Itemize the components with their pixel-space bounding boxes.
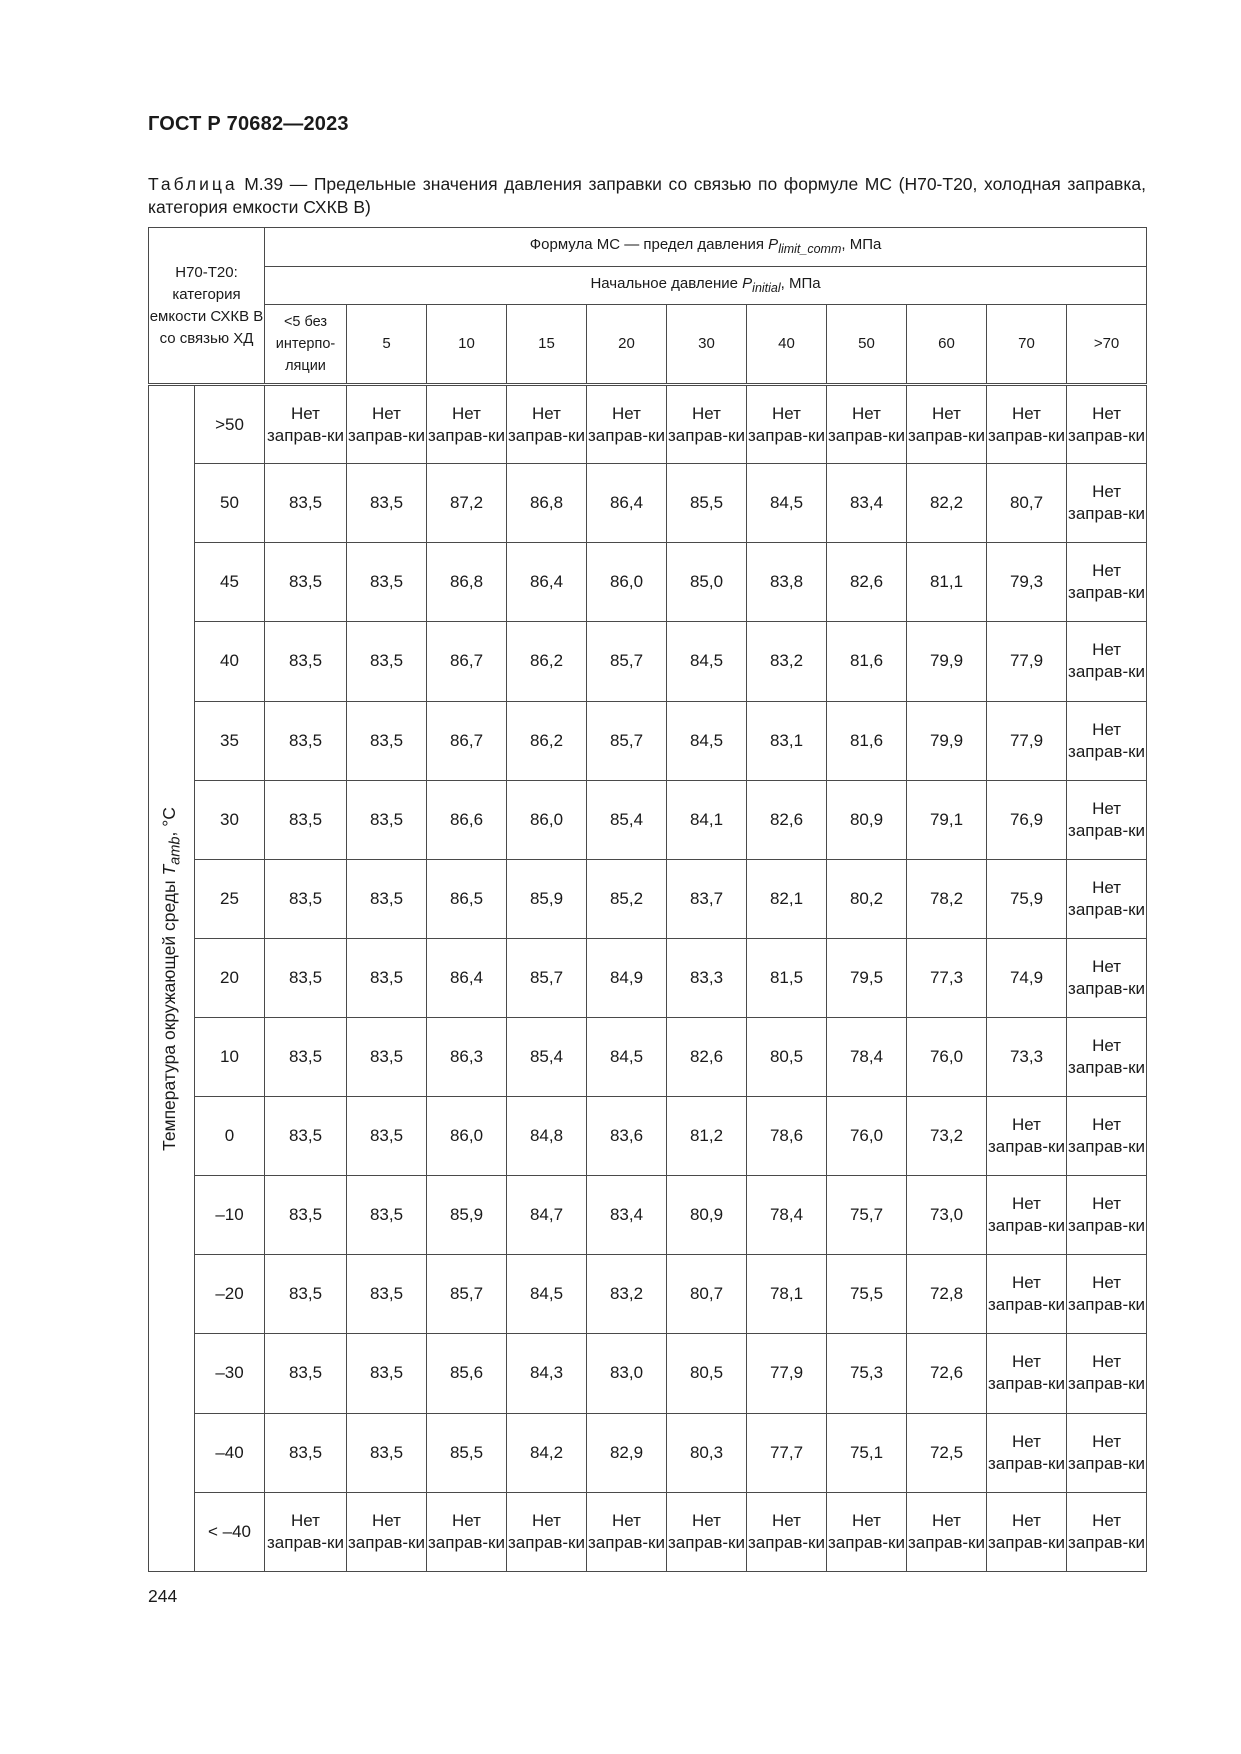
temperature-cell: 35 <box>195 701 265 780</box>
pressure-limit-cell: Нет заправ-ки <box>827 1492 907 1571</box>
pressure-limit-cell: 80,5 <box>747 1017 827 1096</box>
table-row <box>149 464 1147 543</box>
temperature-cell: 20 <box>195 938 265 1017</box>
pressure-limit-cell: 77,3 <box>907 938 987 1017</box>
pressure-limit-cell: Нет заправ-ки <box>1067 1176 1147 1255</box>
pressure-limit-cell: 83,5 <box>347 1413 427 1492</box>
pressure-limit-cell: 83,5 <box>347 543 427 622</box>
pressure-limit-cell: 85,2 <box>587 859 667 938</box>
pressure-limit-cell: 84,5 <box>587 1017 667 1096</box>
pressure-limit-cell: 83,5 <box>347 1017 427 1096</box>
pressure-limit-cell: 84,7 <box>507 1176 587 1255</box>
pressure-limit-cell: 83,5 <box>265 701 347 780</box>
table-row <box>149 701 1147 780</box>
pressure-limit-cell: Нет заправ-ки <box>987 385 1067 464</box>
pressure-limit-cell: 83,2 <box>587 1255 667 1334</box>
pressure-limit-cell: 83,5 <box>347 1097 427 1176</box>
pressure-limit-cell: 83,8 <box>747 543 827 622</box>
temperature-cell: –40 <box>195 1413 265 1492</box>
temperature-cell: –10 <box>195 1176 265 1255</box>
pressure-limit-table <box>148 227 1147 1572</box>
temperature-cell: 40 <box>195 622 265 701</box>
pressure-column-header: 20 <box>587 305 667 385</box>
pressure-limit-cell: Нет заправ-ки <box>667 385 747 464</box>
pressure-limit-cell: 83,5 <box>265 938 347 1017</box>
pressure-limit-cell: 83,5 <box>265 543 347 622</box>
temperature-cell: < –40 <box>195 1492 265 1571</box>
initial-pressure-header-cell <box>265 266 1147 305</box>
pressure-limit-cell: 85,9 <box>507 859 587 938</box>
ambient-temperature-axis-label <box>157 807 186 1151</box>
table-row <box>149 1097 1147 1176</box>
pressure-limit-cell: 83,1 <box>747 701 827 780</box>
temperature-cell: 50 <box>195 464 265 543</box>
table-row <box>149 1492 1147 1571</box>
pressure-limit-cell: Нет заправ-ки <box>265 385 347 464</box>
pressure-limit-cell: Нет заправ-ки <box>427 385 507 464</box>
pressure-limit-cell: 82,6 <box>747 780 827 859</box>
pressure-limit-cell: 84,5 <box>507 1255 587 1334</box>
pressure-limit-cell: 81,6 <box>827 701 907 780</box>
pressure-limit-cell: 79,5 <box>827 938 907 1017</box>
pressure-limit-cell: 76,0 <box>827 1097 907 1176</box>
pressure-limit-cell: 86,0 <box>587 543 667 622</box>
pressure-limit-cell: 84,3 <box>507 1334 587 1413</box>
initial-label-subscript: initial <box>752 280 781 295</box>
pressure-limit-cell: 83,5 <box>347 464 427 543</box>
pressure-limit-cell: 86,2 <box>507 701 587 780</box>
side-label-symbol: T <box>158 864 179 876</box>
table-row <box>149 1334 1147 1413</box>
pressure-limit-cell: Нет заправ-ки <box>1067 859 1147 938</box>
pressure-limit-cell: 83,5 <box>347 1334 427 1413</box>
pressure-limit-cell: Нет заправ-ки <box>827 385 907 464</box>
pressure-limit-cell: 83,6 <box>587 1097 667 1176</box>
pressure-limit-cell: 81,1 <box>907 543 987 622</box>
initial-label-symbol: P <box>742 274 753 292</box>
pressure-column-header: 70 <box>987 305 1067 385</box>
pressure-limit-cell: Нет заправ-ки <box>987 1176 1067 1255</box>
pressure-limit-cell: 86,8 <box>507 464 587 543</box>
pressure-limit-cell: 77,9 <box>987 622 1067 701</box>
temperature-cell: –30 <box>195 1334 265 1413</box>
pressure-limit-cell: 85,4 <box>507 1017 587 1096</box>
pressure-limit-cell: Нет заправ-ки <box>907 385 987 464</box>
caption-table-word: Таблица <box>148 174 238 194</box>
caption-text: М.39 — Предельные значения давления заправки со связью по формуле МС (Н70-Т20, холодная заправка, категория емкости СХКВ В) <box>148 174 1146 217</box>
pressure-limit-cell: 78,4 <box>747 1176 827 1255</box>
pressure-limit-cell: 85,7 <box>507 938 587 1017</box>
pressure-limit-cell: 80,2 <box>827 859 907 938</box>
pressure-limit-cell: 84,5 <box>667 622 747 701</box>
corner-label: Н70-Т20: категория емкости СХКВ В со связью ХД <box>149 263 264 347</box>
pressure-limit-cell: 85,7 <box>427 1255 507 1334</box>
pressure-column-header: 60 <box>907 305 987 385</box>
pressure-limit-cell: 85,5 <box>427 1413 507 1492</box>
pressure-limit-cell: 83,5 <box>347 780 427 859</box>
pressure-limit-cell: Нет заправ-ки <box>347 1492 427 1571</box>
pressure-limit-cell: 75,5 <box>827 1255 907 1334</box>
pressure-limit-cell: 73,2 <box>907 1097 987 1176</box>
formula-label-subscript: limit_comm <box>778 241 842 256</box>
pressure-limit-cell: 83,5 <box>265 859 347 938</box>
pressure-limit-cell: 83,5 <box>265 1176 347 1255</box>
pressure-limit-cell: 82,1 <box>747 859 827 938</box>
pressure-limit-cell: 72,5 <box>907 1413 987 1492</box>
pressure-limit-cell: 83,5 <box>265 622 347 701</box>
pressure-limit-cell: 84,2 <box>507 1413 587 1492</box>
pressure-limit-cell: 83,0 <box>587 1334 667 1413</box>
pressure-limit-cell: 83,5 <box>347 938 427 1017</box>
pressure-limit-cell: Нет заправ-ки <box>667 1492 747 1571</box>
pressure-column-header: 15 <box>507 305 587 385</box>
pressure-limit-cell: 80,9 <box>827 780 907 859</box>
pressure-limit-cell: Нет заправ-ки <box>987 1255 1067 1334</box>
pressure-limit-cell: 86,3 <box>427 1017 507 1096</box>
pressure-limit-cell: 86,0 <box>507 780 587 859</box>
pressure-limit-cell: Нет заправ-ки <box>507 385 587 464</box>
pressure-limit-cell: 83,2 <box>747 622 827 701</box>
pressure-limit-cell: 78,1 <box>747 1255 827 1334</box>
pressure-limit-cell: 80,9 <box>667 1176 747 1255</box>
pressure-column-header: 40 <box>747 305 827 385</box>
table-row <box>149 780 1147 859</box>
pressure-limit-cell: 79,9 <box>907 701 987 780</box>
pressure-limit-cell: 78,6 <box>747 1097 827 1176</box>
pressure-limit-cell: 77,9 <box>747 1334 827 1413</box>
table-row <box>149 859 1147 938</box>
pressure-limit-cell: 84,5 <box>667 701 747 780</box>
pressure-limit-cell: 85,9 <box>427 1176 507 1255</box>
pressure-limit-cell: 83,5 <box>265 464 347 543</box>
pressure-limit-cell: 80,3 <box>667 1413 747 1492</box>
pressure-limit-cell: Нет заправ-ки <box>1067 780 1147 859</box>
pressure-limit-cell: 83,5 <box>347 1176 427 1255</box>
pressure-limit-cell: Нет заправ-ки <box>1067 1492 1147 1571</box>
pressure-limit-cell: 83,5 <box>265 1413 347 1492</box>
temperature-cell: >50 <box>195 385 265 464</box>
initial-label-pre: Начальное давление <box>590 274 743 292</box>
pressure-limit-cell: 83,5 <box>265 1334 347 1413</box>
pressure-limit-cell: Нет заправ-ки <box>987 1334 1067 1413</box>
pressure-limit-cell: Нет заправ-ки <box>1067 622 1147 701</box>
pressure-limit-cell: 85,4 <box>587 780 667 859</box>
table-caption <box>148 173 1146 219</box>
pressure-limit-cell: 86,6 <box>427 780 507 859</box>
pressure-limit-cell: 83,5 <box>265 780 347 859</box>
pressure-limit-cell: 84,8 <box>507 1097 587 1176</box>
pressure-limit-cell: Нет заправ-ки <box>347 385 427 464</box>
pressure-limit-cell: 86,5 <box>427 859 507 938</box>
pressure-limit-cell: 83,4 <box>827 464 907 543</box>
corner-header-cell <box>149 228 265 385</box>
pressure-limit-cell: 80,5 <box>667 1334 747 1413</box>
side-label-post: , °C <box>158 806 179 837</box>
table-row <box>149 543 1147 622</box>
formula-label-symbol: P <box>768 235 779 253</box>
pressure-limit-cell: Нет заправ-ки <box>1067 1017 1147 1096</box>
pressure-limit-cell: 82,9 <box>587 1413 667 1492</box>
table-row <box>149 385 1147 464</box>
temperature-cell: 10 <box>195 1017 265 1096</box>
pressure-limit-cell: Нет заправ-ки <box>987 1097 1067 1176</box>
pressure-limit-cell: Нет заправ-ки <box>587 1492 667 1571</box>
pressure-limit-cell: 86,7 <box>427 622 507 701</box>
temperature-cell: 25 <box>195 859 265 938</box>
pressure-limit-cell: 86,0 <box>427 1097 507 1176</box>
pressure-limit-cell: 73,3 <box>987 1017 1067 1096</box>
pressure-limit-cell: 84,9 <box>587 938 667 1017</box>
pressure-limit-cell: 83,5 <box>347 622 427 701</box>
pressure-limit-cell: 81,2 <box>667 1097 747 1176</box>
pressure-limit-cell: 83,5 <box>347 859 427 938</box>
table-row <box>149 622 1147 701</box>
pressure-limit-cell: Нет заправ-ки <box>265 1492 347 1571</box>
pressure-column-header: >70 <box>1067 305 1147 385</box>
pressure-limit-cell: 80,7 <box>987 464 1067 543</box>
side-label-subscript: amb <box>166 836 183 865</box>
pressure-column-header: 10 <box>427 305 507 385</box>
pressure-limit-cell: 73,0 <box>907 1176 987 1255</box>
document-id-header: ГОСТ Р 70682—2023 <box>148 113 349 135</box>
pressure-limit-cell: 82,2 <box>907 464 987 543</box>
pressure-limit-cell: 85,7 <box>587 701 667 780</box>
temperature-cell: 0 <box>195 1097 265 1176</box>
temperature-cell: 30 <box>195 780 265 859</box>
table-row <box>149 1413 1147 1492</box>
side-label-pre: Температура окружающей среды <box>158 875 179 1151</box>
pressure-column-header: 5 <box>347 305 427 385</box>
pressure-limit-cell: 86,8 <box>427 543 507 622</box>
pressure-limit-cell: Нет заправ-ки <box>1067 543 1147 622</box>
pressure-limit-cell: 86,7 <box>427 701 507 780</box>
pressure-limit-cell: 86,4 <box>507 543 587 622</box>
pressure-limit-cell: 86,4 <box>427 938 507 1017</box>
pressure-limit-cell: 72,6 <box>907 1334 987 1413</box>
pressure-limit-cell: 85,5 <box>667 464 747 543</box>
pressure-limit-cell: Нет заправ-ки <box>1067 938 1147 1017</box>
pressure-limit-cell: Нет заправ-ки <box>747 385 827 464</box>
pressure-limit-cell: 83,5 <box>265 1255 347 1334</box>
temperature-cell: –20 <box>195 1255 265 1334</box>
pressure-limit-cell: 83,5 <box>265 1097 347 1176</box>
pressure-limit-cell: 72,8 <box>907 1255 987 1334</box>
pressure-limit-cell: Нет заправ-ки <box>1067 464 1147 543</box>
pressure-limit-cell: 75,7 <box>827 1176 907 1255</box>
pressure-limit-cell: 75,3 <box>827 1334 907 1413</box>
pressure-limit-cell: Нет заправ-ки <box>507 1492 587 1571</box>
pressure-limit-cell: 77,9 <box>987 701 1067 780</box>
pressure-limit-cell: 86,2 <box>507 622 587 701</box>
pressure-limit-cell: Нет заправ-ки <box>987 1413 1067 1492</box>
pressure-limit-cell: 77,7 <box>747 1413 827 1492</box>
pressure-limit-cell: 79,1 <box>907 780 987 859</box>
pressure-limit-cell: 74,9 <box>987 938 1067 1017</box>
pressure-limit-cell: Нет заправ-ки <box>427 1492 507 1571</box>
pressure-limit-cell: 83,5 <box>347 701 427 780</box>
pressure-limit-cell: 87,2 <box>427 464 507 543</box>
pressure-limit-cell: 83,3 <box>667 938 747 1017</box>
pressure-limit-cell: 76,0 <box>907 1017 987 1096</box>
pressure-limit-cell: 82,6 <box>827 543 907 622</box>
pressure-limit-cell: 81,6 <box>827 622 907 701</box>
pressure-limit-cell: 82,6 <box>667 1017 747 1096</box>
pressure-limit-cell: Нет заправ-ки <box>1067 385 1147 464</box>
pressure-limit-cell: 83,5 <box>265 1017 347 1096</box>
pressure-limit-cell: 81,5 <box>747 938 827 1017</box>
pressure-limit-cell: 85,6 <box>427 1334 507 1413</box>
pressure-column-header-row <box>149 305 1147 385</box>
pressure-limit-cell: 85,0 <box>667 543 747 622</box>
pressure-limit-cell: Нет заправ-ки <box>1067 1334 1147 1413</box>
pressure-limit-cell: Нет заправ-ки <box>1067 1255 1147 1334</box>
pressure-limit-cell: 83,7 <box>667 859 747 938</box>
pressure-limit-cell: 83,4 <box>587 1176 667 1255</box>
pressure-limit-cell: 80,7 <box>667 1255 747 1334</box>
pressure-limit-cell: 76,9 <box>987 780 1067 859</box>
pressure-limit-cell: Нет заправ-ки <box>1067 1413 1147 1492</box>
pressure-limit-cell: 78,4 <box>827 1017 907 1096</box>
pressure-limit-cell: 83,5 <box>347 1255 427 1334</box>
formula-label-post: , МПа <box>841 235 882 253</box>
pressure-limit-cell: Нет заправ-ки <box>587 385 667 464</box>
table-row <box>149 1017 1147 1096</box>
table-row <box>149 938 1147 1017</box>
pressure-limit-cell: 84,5 <box>747 464 827 543</box>
pressure-limit-cell: 86,4 <box>587 464 667 543</box>
pressure-limit-cell: Нет заправ-ки <box>1067 1097 1147 1176</box>
initial-label-post: , МПа <box>780 274 821 292</box>
pressure-limit-cell: Нет заправ-ки <box>747 1492 827 1571</box>
temperature-cell: 45 <box>195 543 265 622</box>
ambient-temperature-axis-label-cell <box>149 385 195 1572</box>
pressure-limit-cell: Нет заправ-ки <box>987 1492 1067 1571</box>
pressure-limit-cell: 78,2 <box>907 859 987 938</box>
pressure-limit-cell: 79,9 <box>907 622 987 701</box>
pressure-column-header: 50 <box>827 305 907 385</box>
pressure-limit-cell: 75,9 <box>987 859 1067 938</box>
pressure-column-header: <5 без интерпо-ляции <box>265 305 347 385</box>
pressure-limit-cell: 85,7 <box>587 622 667 701</box>
pressure-column-header: 30 <box>667 305 747 385</box>
table-row <box>149 1255 1147 1334</box>
formula-label-pre: Формула МС — предел давления <box>529 235 769 253</box>
pressure-limit-cell: 79,3 <box>987 543 1067 622</box>
page-number: 244 <box>148 1586 178 1606</box>
pressure-limit-cell: Нет заправ-ки <box>1067 701 1147 780</box>
table-row <box>149 1176 1147 1255</box>
pressure-limit-cell: 75,1 <box>827 1413 907 1492</box>
pressure-limit-cell: Нет заправ-ки <box>907 1492 987 1571</box>
formula-header-cell <box>265 228 1147 267</box>
pressure-limit-cell: 84,1 <box>667 780 747 859</box>
